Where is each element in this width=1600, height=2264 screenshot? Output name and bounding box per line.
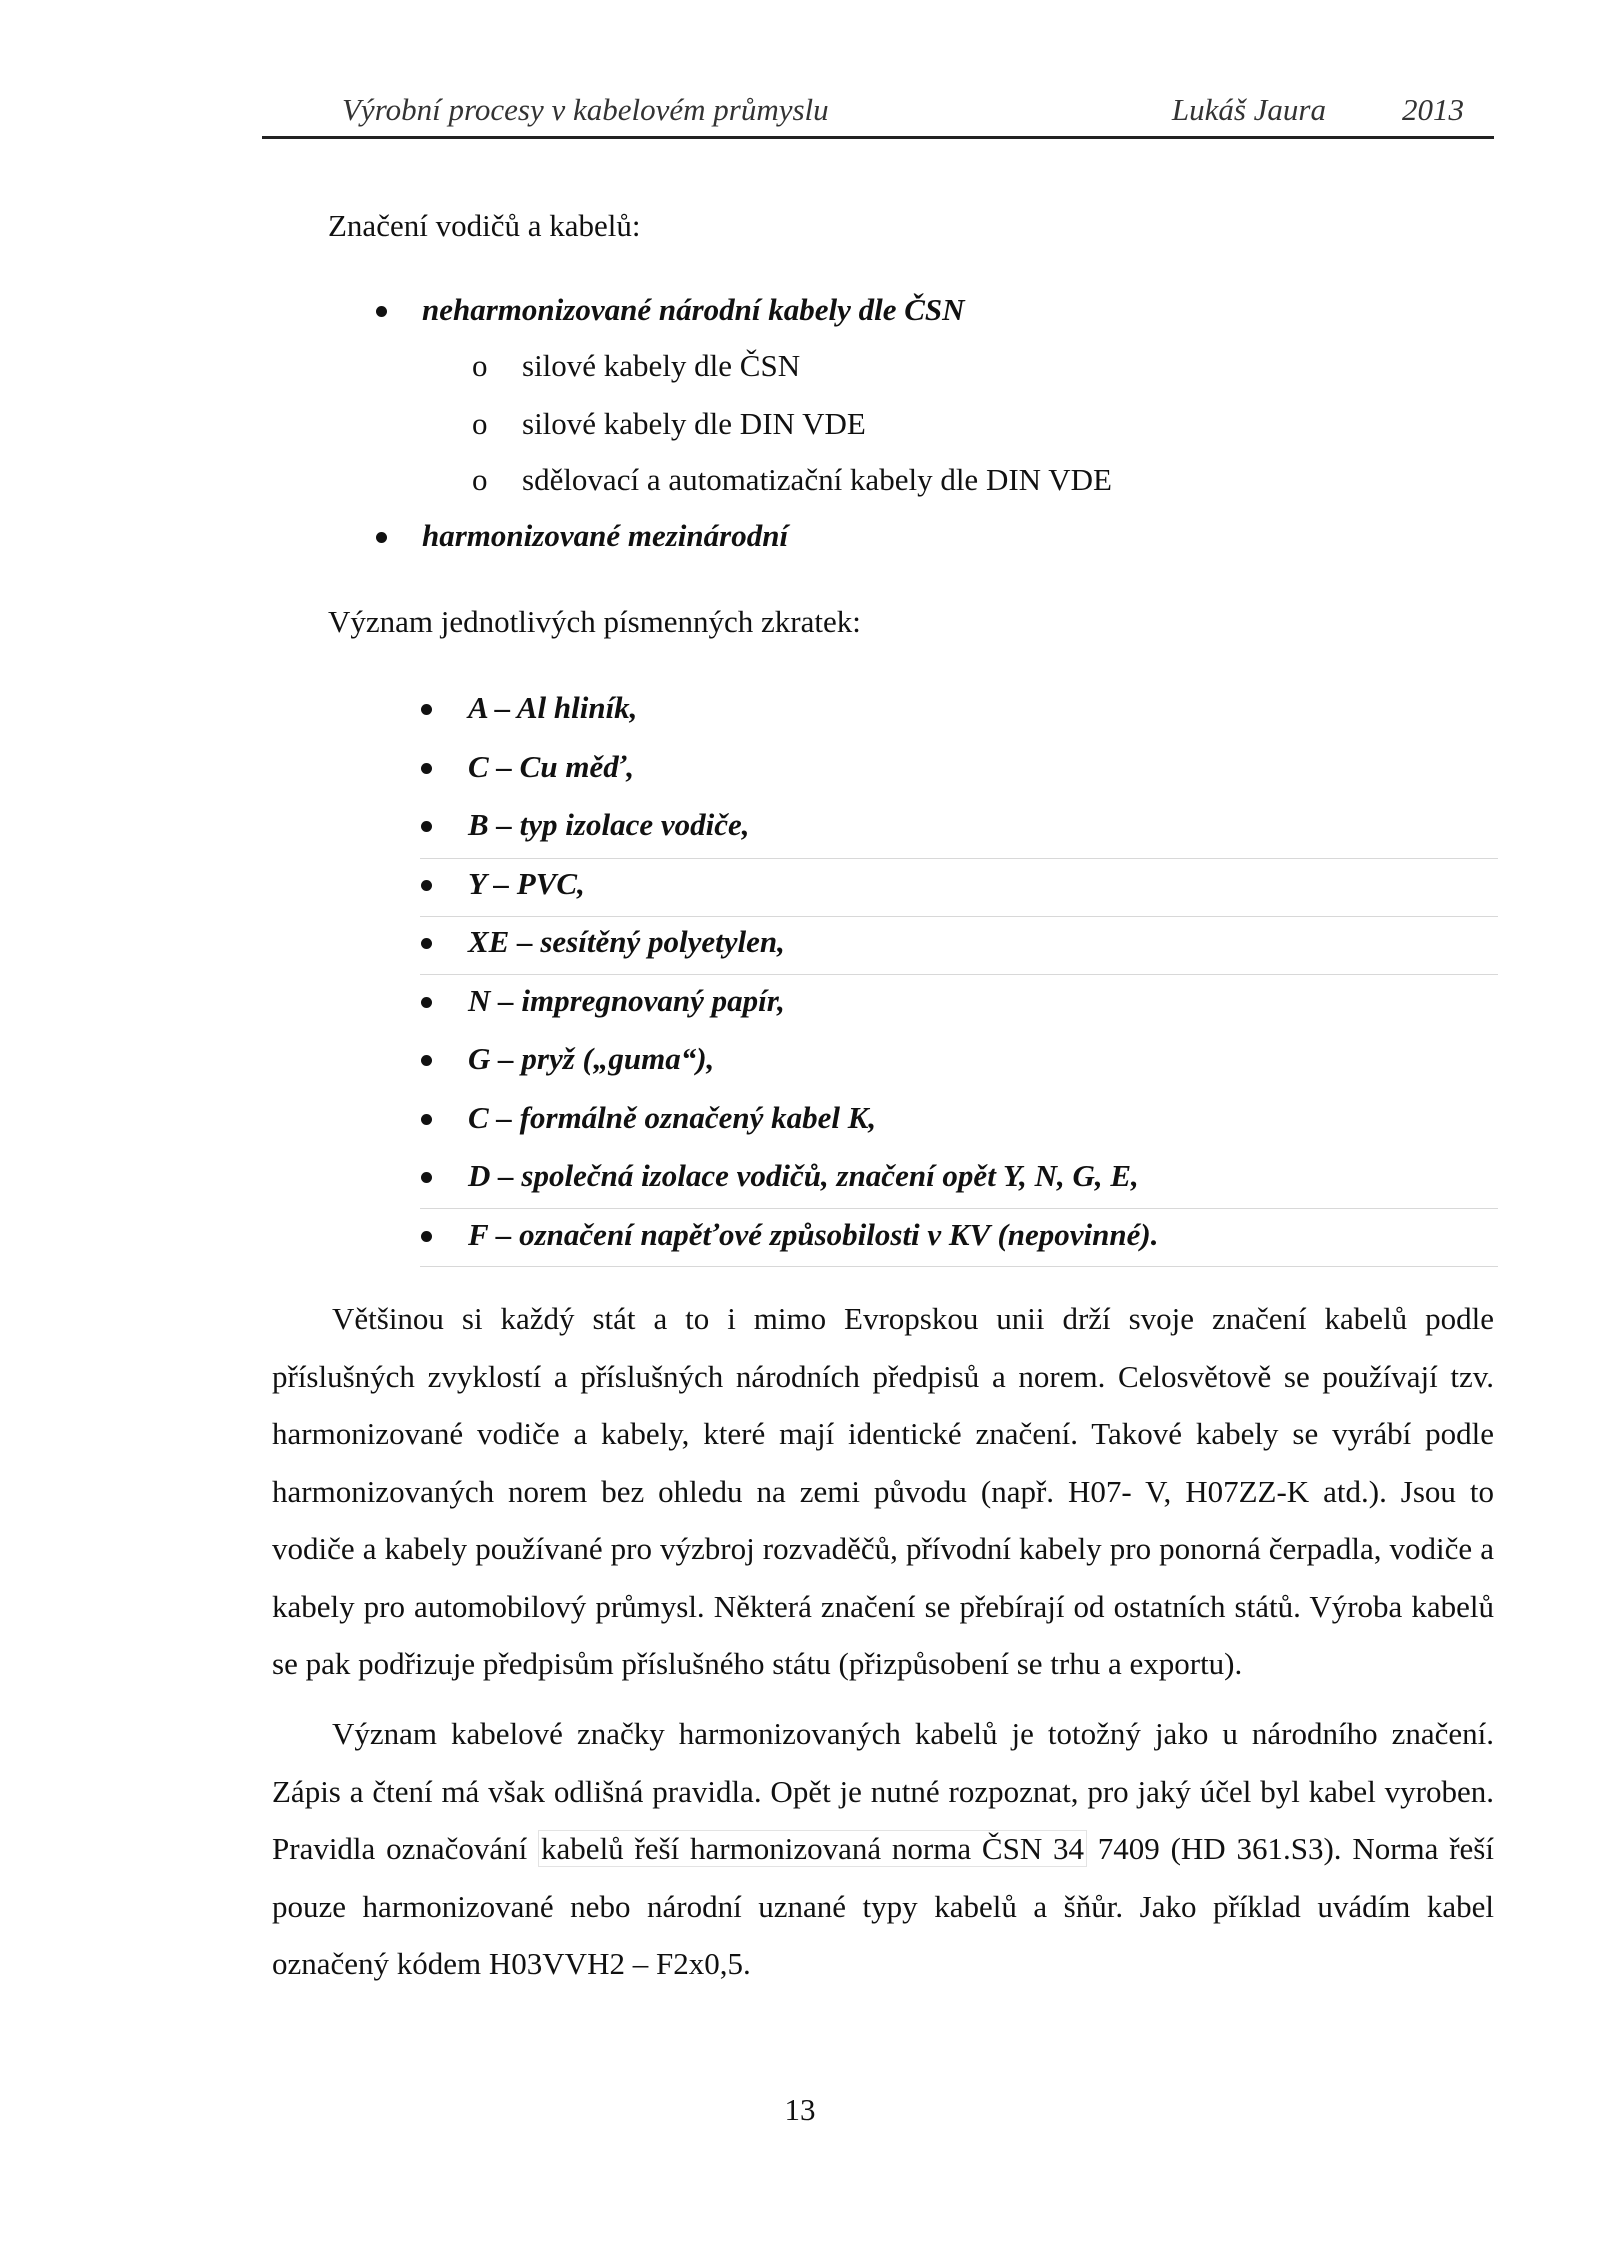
bullet-icon [421,821,432,832]
bullet-icon [421,1172,432,1183]
marking-heading: Značení vodičů a kabelů: [328,208,641,243]
abbrev-heading: Význam jednotlivých písmenných zkratek: [328,604,861,639]
abbrev-item: G – pryž („guma“), [468,1041,715,1076]
row-divider [420,858,1498,859]
bullet-icon [421,997,432,1008]
abbrev-item: C – formálně označený kabel K, [468,1099,877,1135]
paragraph-text-start: Význam kabelové značky harmonizovaných kabelů je totožný jako u národního značení. Zápis a čtení má však odlišná pravidla. Opět je nutné rozpoznat, pro jaký účel byl kabel vyroben. Pravidla označování [272,1716,1494,1866]
page-number: 13 [784,2092,816,2127]
circle-bullet-icon: o [472,348,488,383]
bullet-icon [421,938,432,949]
bullet-icon [421,704,432,715]
abbrev-item: A – Al hliník, [468,690,638,725]
paragraph-text [272,1705,1494,1993]
abbrev-item: N – impregnovaný papír, [468,982,785,1018]
body-paragraph-1 [272,1290,1494,1693]
abbrev-item: XE – sesítěný polyetylen, [468,924,785,959]
header-author: Lukáš Jaura [1171,92,1326,127]
marking-item-international: harmonizované mezinárodní [422,518,789,553]
body-paragraph-2 [272,1705,1494,1993]
subitem-csn: silové kabely dle ČSN [522,348,801,383]
bullet-icon [421,1231,432,1242]
abbrev-item: C – Cu měď, [468,748,635,784]
row-divider [420,1266,1498,1267]
bullet-icon [421,1114,432,1125]
marking-item-national: neharmonizované národní kabely dle ČSN [422,292,965,327]
bullet-icon [421,880,432,891]
circle-bullet-icon: o [472,462,488,497]
row-divider [420,916,1498,917]
paragraph-text: Většinou si každý stát a to i mimo Evropskou unii drží svoje značení kabelů podle příslušných zvyklostí a příslušných národních předpisů a norem. Celosvětově se používají tzv. harmonizované vodiče a kabely, které mají identické značení. Takové kabely se vyrábí podle harmonizovaných norem bez ohledu na zemi původu (např. H07- V, H07ZZ-K atd.). Jsou to vodiče a kabely používané pro výzbroj rozvaděčů, přívodní kabely pro ponorná čerpadla, vodiče a kabely pro automobilový průmysl. Některá značení se přebírají od ostatních států. Výroba kabelů se pak podřizuje předpisům příslušného státu (přizpůsobení se trhu a exportu). [272,1301,1494,1681]
subitem-communication: sdělovací a automatizační kabely dle DIN VDE [522,462,1112,497]
highlighted-reference: kabelů řeší harmonizovaná norma ČSN 34 [538,1830,1087,1867]
header-title: Výrobní procesy v kabelovém průmyslu [342,92,829,127]
abbrev-item: Y – PVC, [468,865,585,901]
bullet-icon [421,1055,432,1066]
page-header [262,92,1494,139]
row-divider [420,1208,1498,1209]
bullet-icon [421,763,432,774]
paragraph-text-end: 7409 (HD 361.S3). Norma řeší pouze harmonizované nebo národní uznané typy kabelů a šňůr. Jako příklad uvádím kabel označený kódem H03VVH2 – F2x0,5. [272,1831,1494,1981]
bullet-icon [376,306,387,317]
abbrev-item: F – označení napěťové způsobilosti v KV (nepovinné). [468,1216,1159,1252]
row-divider [420,974,1498,975]
subitem-din-vde: silové kabely dle DIN VDE [522,406,866,441]
abbrev-item: D – společná izolace vodičů, značení opět Y, N, G, E, [468,1158,1139,1193]
header-year: 2013 [1402,92,1464,127]
abbrev-item: B – typ izolace vodiče, [468,807,750,842]
circle-bullet-icon: o [472,406,488,441]
bullet-icon [376,532,387,543]
